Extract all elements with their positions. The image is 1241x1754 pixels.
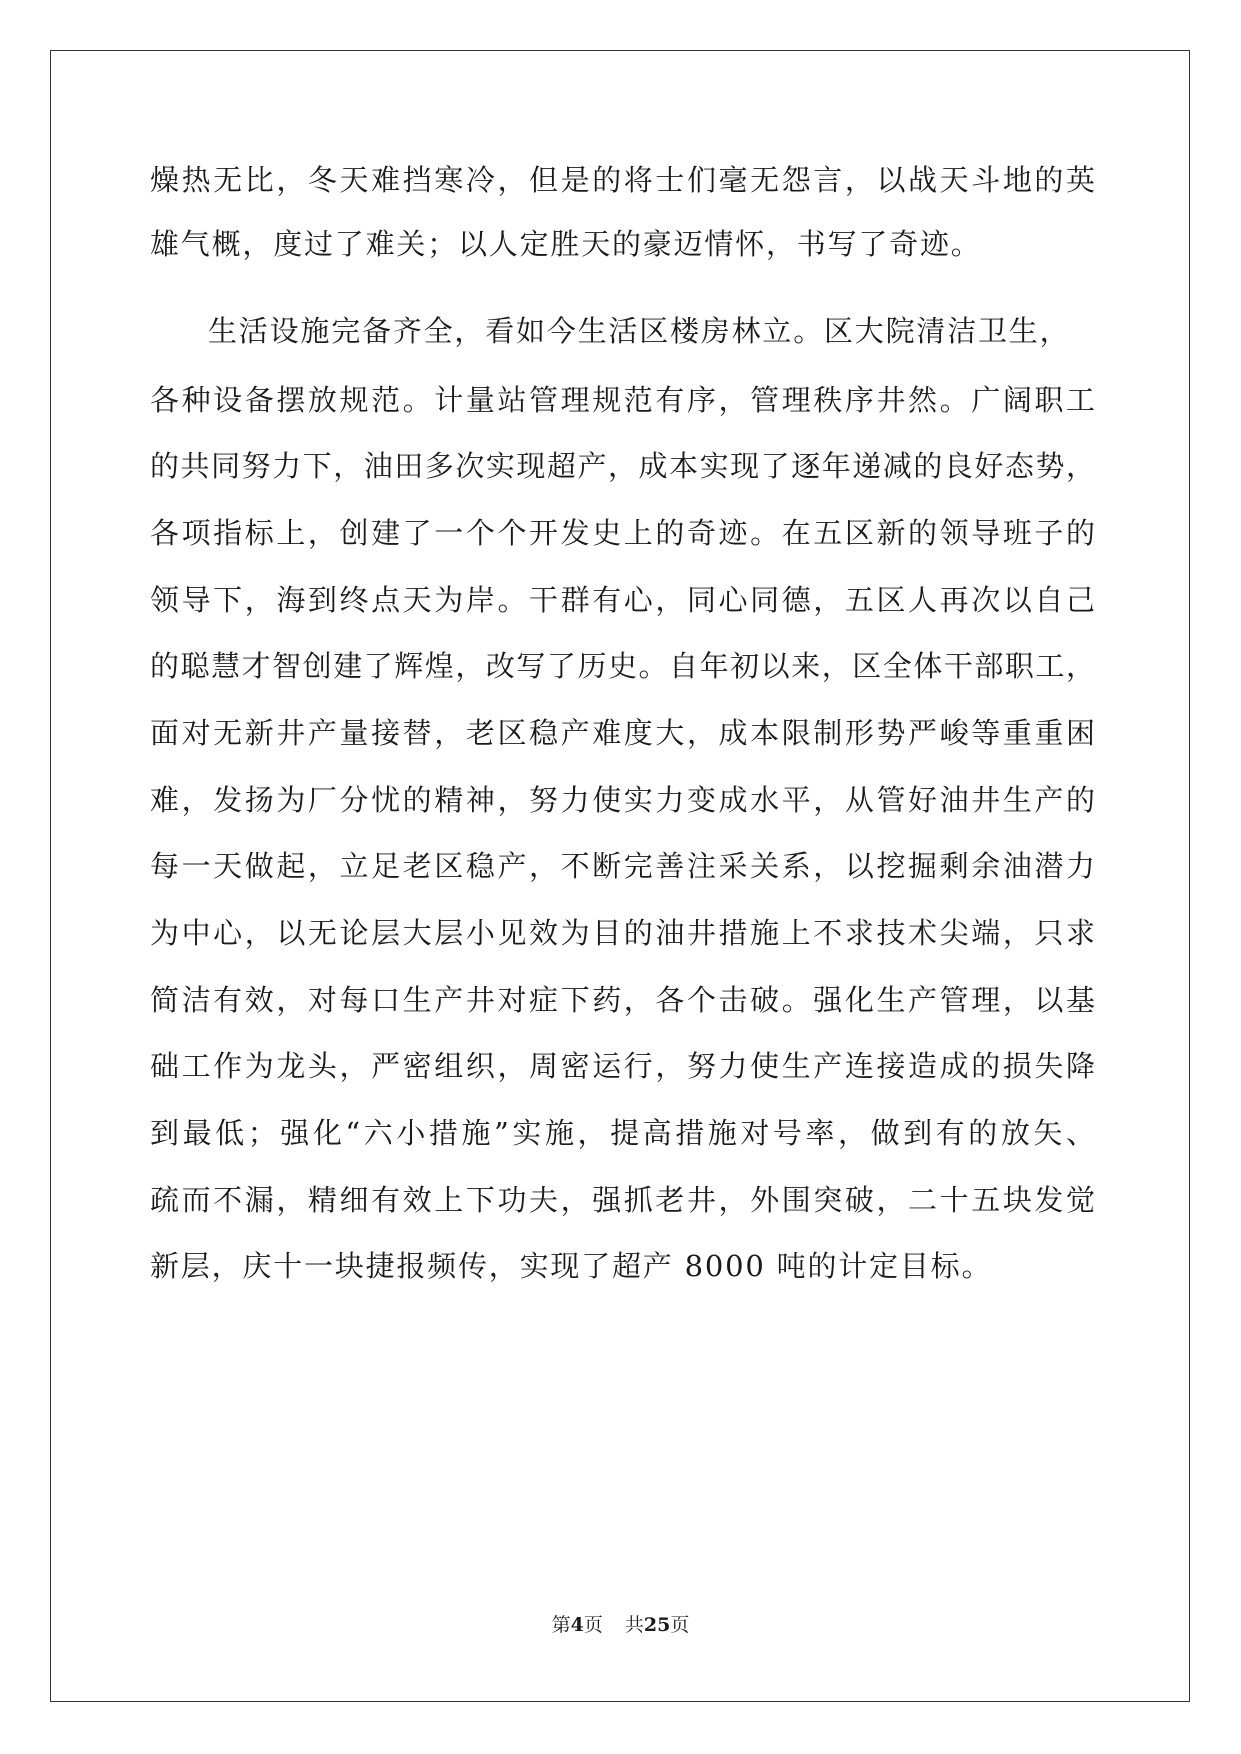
paragraph-start-line: 生活设施完备齐全，看如今生活区楼房林立。区大院清洁卫生， bbox=[208, 314, 1071, 348]
text-line: 每一天做起，立足老区稳产，不断完善注采关系，以挖掘剩余油潜力 bbox=[150, 849, 1095, 883]
total-prefix: 共 bbox=[624, 1614, 644, 1636]
text-line: 础工作为龙头，严密组织，周密运行，努力使生产连接造成的损失降 bbox=[150, 1049, 1095, 1083]
text-line: 难，发扬为厂分忧的精神，努力使实力变成水平，从管好油井生产的 bbox=[150, 783, 1095, 817]
text-line: 为中心，以无论层大层小见效为目的油井措施上不求技术尖端，只求 bbox=[150, 916, 1095, 950]
page-prefix: 第 bbox=[551, 1614, 571, 1636]
text-line: 到最低；强化“六小措施”实施，提高措施对号率，做到有的放矢、 bbox=[150, 1116, 1095, 1150]
total-unit: 页 bbox=[670, 1614, 690, 1636]
text-line: 领导下，海到终点天为岸。干群有心，同心同德，五区人再次以自己 bbox=[150, 583, 1095, 617]
text-line: 各种设备摆放规范。计量站管理规范有序，管理秩序井然。广阔职工 bbox=[150, 383, 1095, 417]
text-line: 各项指标上，创建了一个个开发史上的奇迹。在五区新的领导班子的 bbox=[150, 516, 1095, 550]
text-line: 雄气概，度过了难关；以人定胜天的豪迈情怀，书写了奇迹。 bbox=[150, 227, 982, 261]
page-number: 4 bbox=[570, 1614, 584, 1636]
page-footer bbox=[0, 1613, 1241, 1637]
text-line: 的共同努力下，油田多次实现超产，成本实现了逐年递减的良好态势， bbox=[150, 449, 1095, 483]
text-line: 简洁有效，对每口生产井对症下药，各个击破。强化生产管理，以基 bbox=[150, 983, 1095, 1017]
text-line: 的聪慧才智创建了辉煌，改写了历史。自年初以来，区全体干部职工， bbox=[150, 649, 1095, 683]
text-line: 面对无新井产量接替，老区稳产难度大，成本限制形势严峻等重重困 bbox=[150, 716, 1095, 750]
text-line: 燥热无比，冬天难挡寒冷，但是的将士们毫无怨言，以战天斗地的英 bbox=[150, 163, 1095, 197]
total-pages: 25 bbox=[643, 1614, 671, 1636]
page-unit: 页 bbox=[583, 1614, 603, 1636]
text-line: 新层，庆十一块捷报频传，实现了超产 8000 吨的计定目标。 bbox=[150, 1249, 993, 1283]
text-line: 疏而不漏，精细有效上下功夫，强抓老井，外围突破，二十五块发觉 bbox=[150, 1183, 1095, 1217]
